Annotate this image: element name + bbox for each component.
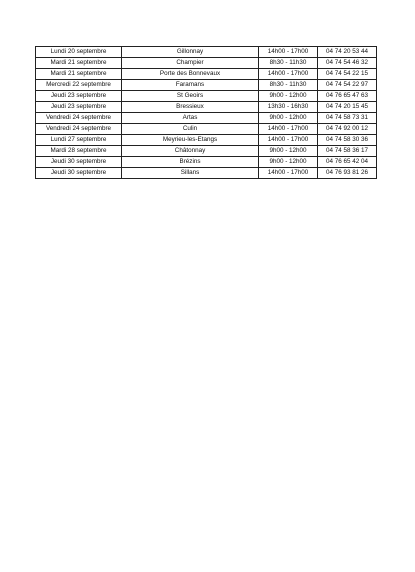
- phone-cell: 04 74 54 46 32: [318, 58, 377, 69]
- table-row: [36, 168, 377, 179]
- time-cell: 14h00 - 17h00: [259, 135, 318, 146]
- table-row: [36, 69, 377, 80]
- date-cell: Jeudi 23 septembre: [36, 91, 122, 102]
- time-cell: 14h00 - 17h00: [259, 124, 318, 135]
- time-cell: 8h30 - 11h30: [259, 58, 318, 69]
- phone-cell: 04 76 93 81 26: [318, 168, 377, 179]
- phone-cell: 04 76 65 47 63: [318, 91, 377, 102]
- table-row: [36, 80, 377, 91]
- date-cell: Mercredi 22 septembre: [36, 80, 122, 91]
- phone-cell: 04 74 54 22 15: [318, 69, 377, 80]
- phone-cell: 04 74 54 22 97: [318, 80, 377, 91]
- date-cell: Jeudi 30 septembre: [36, 157, 122, 168]
- phone-cell: 04 74 92 00 12: [318, 124, 377, 135]
- place-cell: Bressieux: [122, 102, 259, 113]
- place-cell: St Geoirs: [122, 91, 259, 102]
- phone-cell: 04 74 20 53 44: [318, 47, 377, 58]
- place-cell: Porte des Bonnevaux: [122, 69, 259, 80]
- date-cell: Mardi 21 septembre: [36, 58, 122, 69]
- table-row: [36, 58, 377, 69]
- table-row: [36, 91, 377, 102]
- schedule-table: [35, 46, 377, 179]
- place-cell: Culin: [122, 124, 259, 135]
- date-cell: Mardi 21 septembre: [36, 69, 122, 80]
- time-cell: 14h00 - 17h00: [259, 69, 318, 80]
- table-row: [36, 146, 377, 157]
- phone-cell: 04 74 58 73 31: [318, 113, 377, 124]
- place-cell: Faramans: [122, 80, 259, 91]
- table-row: [36, 113, 377, 124]
- date-cell: Mardi 28 septembre: [36, 146, 122, 157]
- time-cell: 8h30 - 11h30: [259, 80, 318, 91]
- date-cell: Lundi 27 septembre: [36, 135, 122, 146]
- time-cell: 9h00 - 12h00: [259, 91, 318, 102]
- date-cell: Jeudi 30 septembre: [36, 168, 122, 179]
- place-cell: Artas: [122, 113, 259, 124]
- time-cell: 14h00 - 17h00: [259, 168, 318, 179]
- place-cell: Châtonnay: [122, 146, 259, 157]
- table-row: [36, 157, 377, 168]
- time-cell: 14h00 - 17h00: [259, 47, 318, 58]
- place-cell: Gillonnay: [122, 47, 259, 58]
- place-cell: Sillans: [122, 168, 259, 179]
- time-cell: 9h00 - 12h00: [259, 157, 318, 168]
- time-cell: 13h30 - 16h30: [259, 102, 318, 113]
- table-row: [36, 47, 377, 58]
- phone-cell: 04 74 58 30 36: [318, 135, 377, 146]
- date-cell: Jeudi 23 septembre: [36, 102, 122, 113]
- time-cell: 9h00 - 12h00: [259, 146, 318, 157]
- table-row: [36, 102, 377, 113]
- time-cell: 9h00 - 12h00: [259, 113, 318, 124]
- place-cell: Brézins: [122, 157, 259, 168]
- table-row: [36, 124, 377, 135]
- phone-cell: 04 74 58 36 17: [318, 146, 377, 157]
- date-cell: Lundi 20 septembre: [36, 47, 122, 58]
- place-cell: Champier: [122, 58, 259, 69]
- place-cell: Meyrieu-les-Etangs: [122, 135, 259, 146]
- phone-cell: 04 74 20 15 45: [318, 102, 377, 113]
- schedule-table-body: [36, 47, 377, 179]
- date-cell: Vendredi 24 septembre: [36, 124, 122, 135]
- table-row: [36, 135, 377, 146]
- date-cell: Vendredi 24 septembre: [36, 113, 122, 124]
- phone-cell: 04 76 65 42 04: [318, 157, 377, 168]
